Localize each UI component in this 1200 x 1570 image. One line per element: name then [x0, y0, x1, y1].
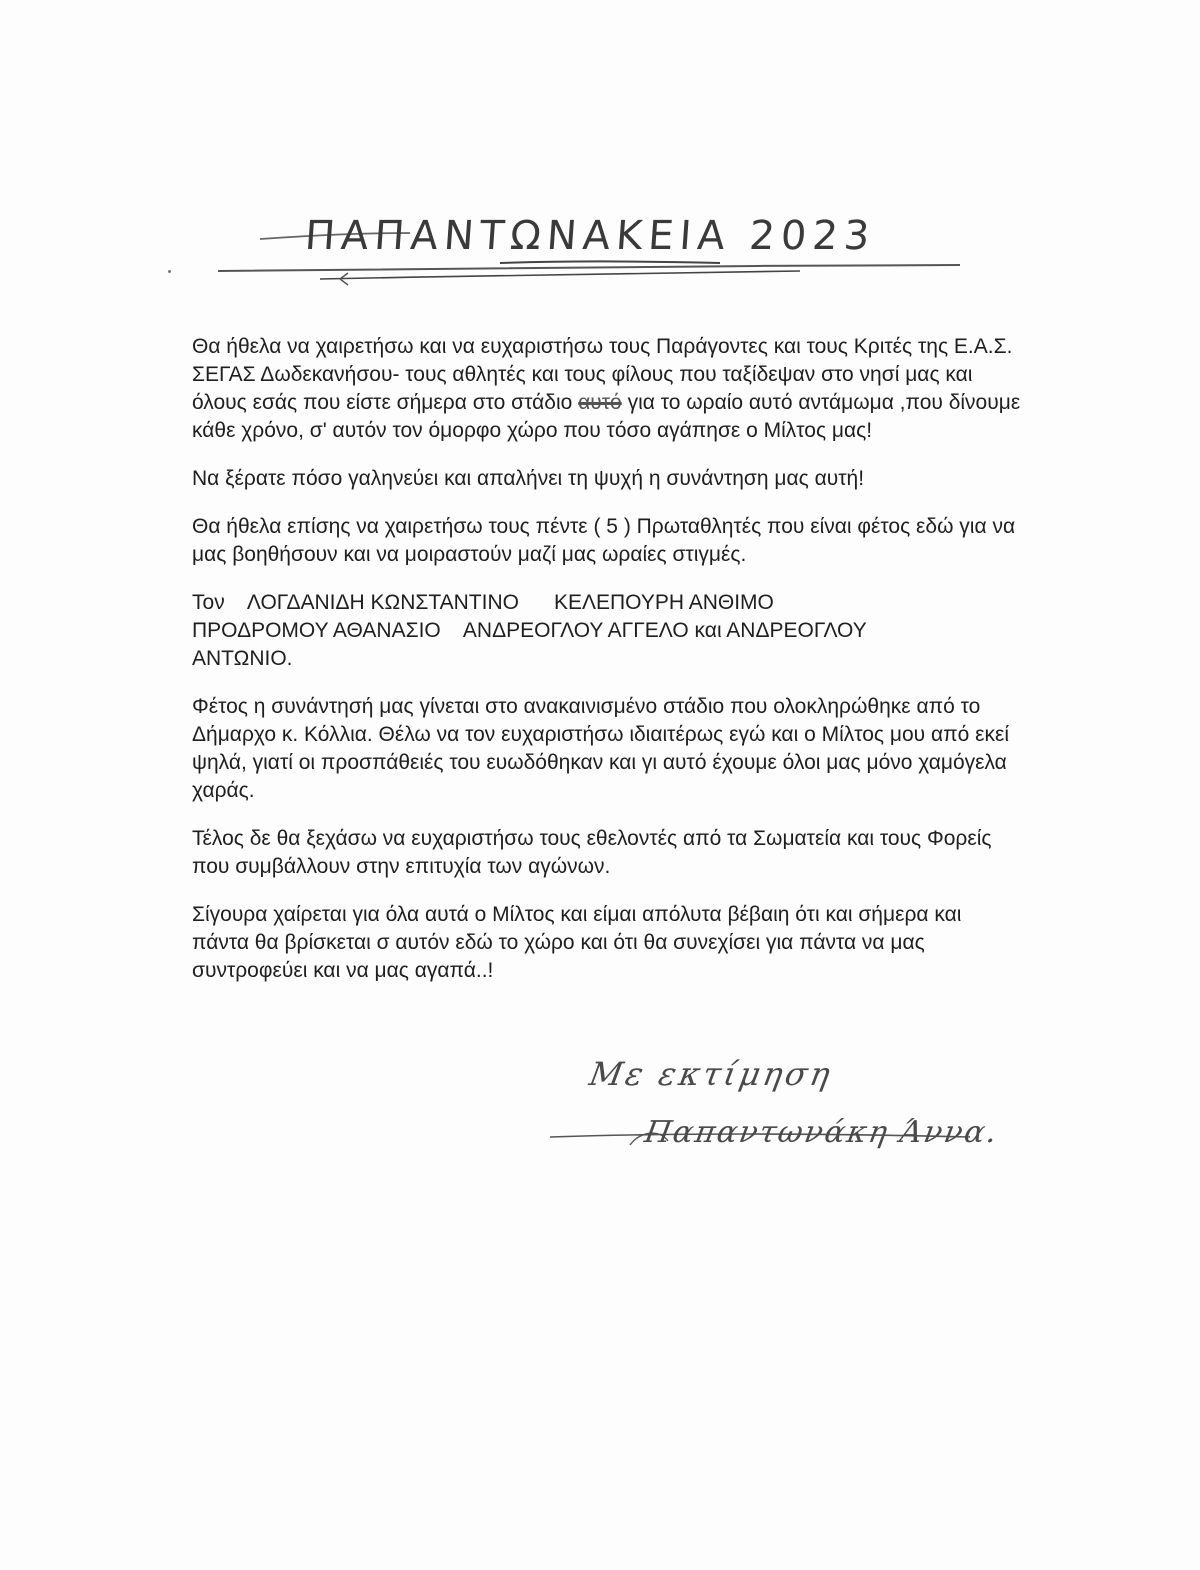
champion-names-line-3: ΑΝΤΩΝΙΟ. — [192, 647, 293, 670]
signature-closing: Με εκτίμηση — [586, 1055, 836, 1093]
paragraph-champions-intro: Θα ήθελα επίσης να χαιρετήσω τους πέντε ( 5 ) Πρωταθλητές που είναι φέτος εδώ για να μας βοηθήσουν και να μοιραστούν μαζί μας ωραίες στιγμές. — [192, 515, 1016, 566]
signature-name: Παπαντωνάκη Άννα. — [641, 1115, 1002, 1150]
scan-speck — [168, 270, 171, 273]
paragraph-greeting — [192, 333, 1022, 445]
champion-names-line-2: ΠΡΟΔΡΟΜΟΥ ΑΘΑΝΑΣΙΟ ΑΝΔΡΕΟΓΛΟΥ ΑΓΓΕΛΟ και ΑΝΔΡΕΟΓΛΟΥ — [192, 619, 867, 642]
paragraph-greeting-start: Θα ήθελα να χαιρετήσω και να ευχαριστήσω τους Παράγοντες και τους Κριτές της Ε.Α.Σ. ΣΕΓΑΣ Δωδεκανήσου- τους αθλητές και τους φίλους που ταξίδεψαν στο νησί μας και όλους εσάς που είστε σήμερα στο στάδιο — [192, 335, 1013, 414]
paragraph-champion-names — [192, 589, 1022, 673]
paragraph-reflection: Να ξέρατε πόσο γαληνεύει και απαλήνει τη ψυχή η συνάντηση μας αυτή! — [192, 467, 865, 490]
handwritten-signature — [550, 1045, 1110, 1175]
paragraph-volunteers: Τέλος δε θα ξεχάσω να ευχαριστήσω τους εθελοντές από τα Σωματεία και τους Φορείς που συμβάλλουν στην επιτυχία των αγώνων. — [192, 827, 992, 878]
champion-names-line-1: Τον ΛΟΓΔΑΝΙΔΗ ΚΩΝΣΤΑΝΤΙΝΟ ΚΕΛΕΠΟΥΡΗ ΑΝΘΙΜΟ — [192, 591, 774, 614]
letter-body — [192, 333, 1022, 1005]
paragraph-greeting-end: για το ωραίο αυτό αντάμωμα ,που δίνουμε κάθε χρόνο, σ' αυτόν τον όμορφο χώρο που τόσο αγάπησε ο Μίλτος μας! — [192, 391, 1021, 442]
paragraph-stadium: Φέτος η συνάντησή μας γίνεται στο ανακαινισμένο στάδιο που ολοκληρώθηκε από το Δήμαρχο κ. Κόλλια. Θέλω να τον ευχαριστήσω ιδιαιτέρως εγώ και ο Μίλτος μου από εκεί ψηλά, γιατί οι προσπάθειές του ευωδόθηκαν και γι αυτό έχουμε όλοι μας μόνο χαμόγελα χαράς. — [192, 695, 1010, 802]
struck-word: αυτό — [578, 391, 622, 414]
paragraph-closing: Σίγουρα χαίρεται για όλα αυτά ο Μίλτος και είμαι απόλυτα βέβαιη ότι και σήμερα και πάντα θα βρίσκεται σ αυτόν εδώ το χώρο και ότι θα συνεχίσει για πάντα να μας συντροφεύει και να μας αγαπά..! — [192, 903, 962, 982]
handwritten-title — [200, 205, 980, 295]
title-text: ΠΑΠΑΝΤΩΝΑΚΕΙΑ 2023 — [303, 213, 877, 259]
